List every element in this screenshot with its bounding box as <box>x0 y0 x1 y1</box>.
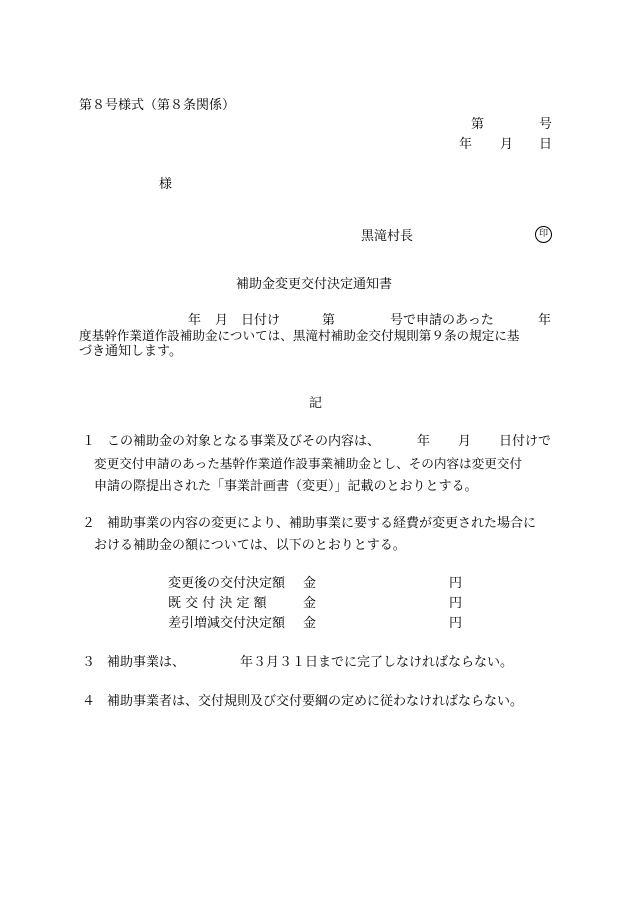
item2-line-2: おける補助金の額については、以下のとおりとする。 <box>94 538 406 553</box>
amount-kin: 金 <box>303 616 317 631</box>
intro-line-2: 度基幹作業道作設補助金については、黒滝村補助金交付規則第９条の規定に基 <box>79 328 520 343</box>
item2-number: ２ <box>82 516 96 531</box>
addressee-suffix: 様 <box>159 177 173 192</box>
document-title: 補助金変更交付決定通知書 <box>236 277 393 292</box>
amount-label-difference: 差引増減交付決定額 <box>168 616 286 631</box>
amount-en: 円 <box>449 596 463 611</box>
item1-number: １ <box>82 434 96 449</box>
item3-number: ３ <box>82 655 96 670</box>
amount-label-changed: 変更後の交付決定額 <box>168 576 286 591</box>
date-month: 月 <box>500 137 514 152</box>
ki-heading: 記 <box>309 396 323 411</box>
seal-mark: 印 <box>535 226 552 243</box>
item4-text: 補助事業者は、交付規則及び交付要綱の定めに従わなければならない。 <box>107 694 524 709</box>
amount-en: 円 <box>449 616 463 631</box>
intro-month: 月 <box>215 313 229 328</box>
date-year: 年 <box>459 137 473 152</box>
doc-number-prefix: 第 <box>471 117 485 132</box>
doc-number-suffix: 号 <box>539 117 553 132</box>
amount-label-prior: 既 交 付 決 定 額 <box>168 596 267 611</box>
item1-line-1: この補助金の対象となる事業及びその内容は、 <box>107 434 381 449</box>
item2-line-1: 補助事業の内容の変更により、補助事業に要する経費が変更された場合に <box>107 516 537 531</box>
amount-kin: 金 <box>303 596 317 611</box>
item1-month: 月 <box>458 434 472 449</box>
intro-go-applied: 号で申請のあった <box>390 313 494 328</box>
item1-line-2: 変更交付申請のあった基幹作業道作設事業補助金とし、その内容は変更交付 <box>94 456 523 471</box>
intro-year2: 年 <box>538 313 552 328</box>
intro-line-3: づき通知します。 <box>79 344 182 359</box>
item1-day: 日付けで <box>499 434 552 449</box>
item1-year: 年 <box>417 434 431 449</box>
amount-en: 円 <box>449 576 463 591</box>
item4-number: ４ <box>82 694 96 709</box>
item3-text-b: 年３月３１日までに完了しなければならない。 <box>240 655 514 670</box>
intro-dated: 日付け <box>241 313 281 328</box>
intro-dai: 第 <box>322 313 336 328</box>
intro-year: 年 <box>188 313 202 328</box>
item1-line-3: 申請の際提出された「事業計画書（変更）」記載のとおりとする。 <box>94 479 478 494</box>
form-label: 第８号様式（第８条関係） <box>79 98 236 113</box>
item3-text-a: 補助事業は、 <box>107 655 186 670</box>
date-day: 日 <box>539 137 553 152</box>
issuer-name: 黒滝村長 <box>361 229 414 244</box>
amount-kin: 金 <box>303 576 317 591</box>
